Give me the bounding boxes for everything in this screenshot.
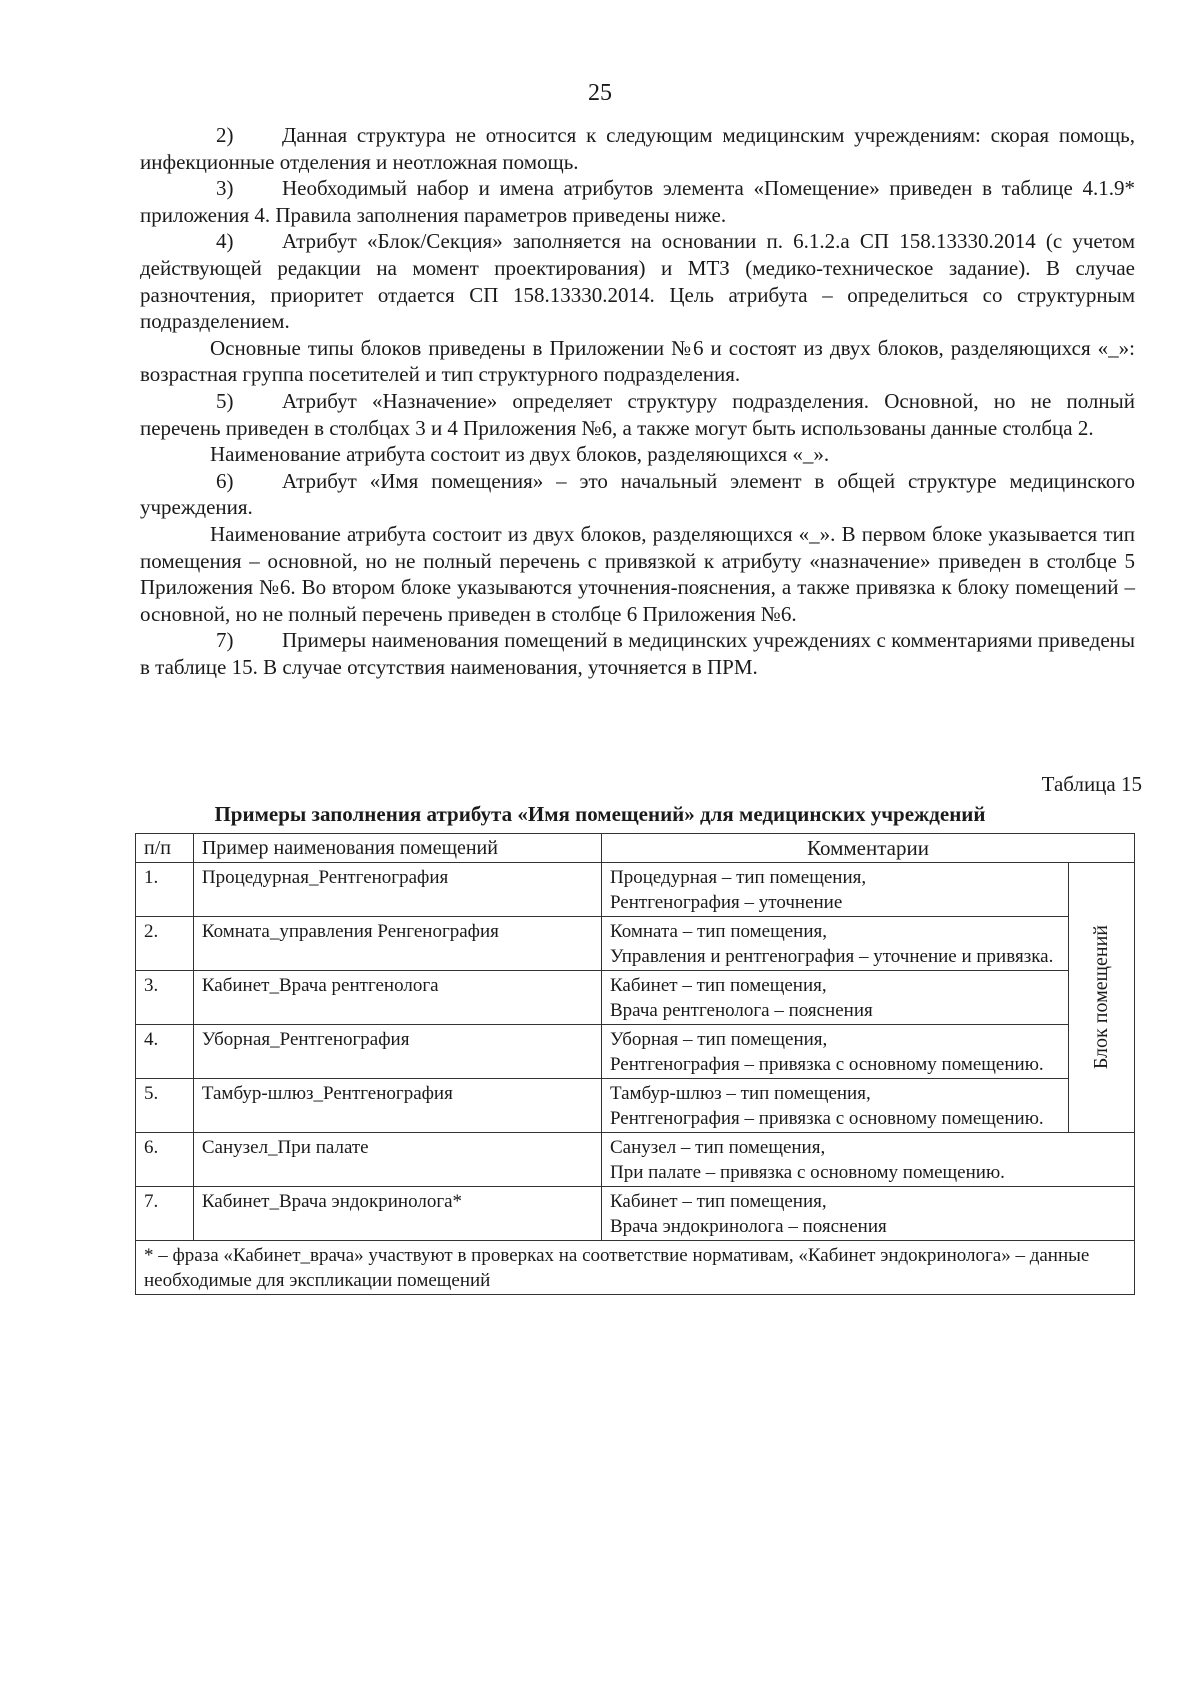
paragraph-text: Примеры наименования помещений в медицинских учреждениях с комментариями приведены в таблице 15. В случае отсутствия наименования, уточняется в ПРМ. xyxy=(140,628,1135,679)
row-comment xyxy=(601,1133,1134,1187)
item-number: 4) xyxy=(216,229,234,254)
item-number: 2) xyxy=(216,123,234,147)
row-comment xyxy=(601,863,1068,917)
table-label: Таблица 15 xyxy=(1041,772,1142,796)
paragraph-4 xyxy=(140,228,1135,334)
comment-line: Кабинет – тип помещения, xyxy=(609,1191,827,1212)
header-name: Пример наименования помещений xyxy=(193,834,601,863)
comment-line: Комната – тип помещения, xyxy=(609,921,827,942)
block-cell xyxy=(1068,863,1134,1133)
row-comment xyxy=(601,1025,1068,1079)
header-comment: Комментарии xyxy=(601,834,1134,863)
paragraph-text: Атрибут «Имя помещения» – это начальный элемент в общей структуре медицинского учреждения. xyxy=(140,468,1135,520)
table-row xyxy=(136,863,1135,917)
paragraph-6 xyxy=(140,468,1135,521)
paragraph-3 xyxy=(140,175,1135,228)
row-num: 2. xyxy=(136,917,194,971)
table-row xyxy=(136,971,1135,1025)
row-name: Комната_управления Ренгенография xyxy=(193,917,601,971)
row-num: 1. xyxy=(136,863,194,917)
table-row xyxy=(136,1133,1135,1187)
table-row xyxy=(136,1025,1135,1079)
row-num: 7. xyxy=(136,1187,194,1241)
comment-line: Врача рентгенолога – пояснения xyxy=(609,1000,873,1021)
row-name: Процедурная_Рентгенография xyxy=(193,863,601,917)
paragraph-4b: Основные типы блоков приведены в Приложении №6 и состоят из двух блоков, разделяющихся «_»: возрастная группа посетителей и тип структурного подразделения. xyxy=(140,335,1135,387)
row-name: Тамбур-шлюз_Рентгенография xyxy=(193,1079,601,1133)
item-number: 3) xyxy=(216,176,234,201)
row-num: 4. xyxy=(136,1025,194,1079)
comment-line: Уборная – тип помещения, xyxy=(609,1029,828,1050)
item-number: 7) xyxy=(216,628,234,653)
table-title: Примеры заполнения атрибута «Имя помещений» для медицинских учреждений xyxy=(214,802,986,826)
paragraph-text: Данная структура не относится к следующим медицинским учреждениям: скорая помощь, инфекционные отделения и неотложная помощь. xyxy=(140,123,1135,174)
row-name: Кабинет_Врача эндокринолога* xyxy=(193,1187,601,1241)
row-comment xyxy=(601,1079,1068,1133)
row-num: 3. xyxy=(136,971,194,1025)
comment-line: Процедурная – тип помещения, xyxy=(609,867,867,888)
row-name: Уборная_Рентгенография xyxy=(193,1025,601,1079)
comment-line: Тамбур-шлюз – тип помещения, xyxy=(609,1083,871,1104)
comment-line: Рентгенография – привязка с основному помещению. xyxy=(609,1054,1044,1075)
table-footnote-row xyxy=(136,1241,1135,1295)
row-num: 6. xyxy=(136,1133,194,1187)
comment-line: Санузел – тип помещения, xyxy=(609,1137,826,1158)
header-num: п/п xyxy=(136,834,194,863)
paragraph-5b: Наименование атрибута состоит из двух блоков, разделяющихся «_». xyxy=(210,442,830,467)
comment-line: Врача эндокринолога – пояснения xyxy=(609,1216,887,1237)
body-text xyxy=(140,122,1135,680)
item-number: 6) xyxy=(216,468,234,493)
comment-line: Управления и рентгенография – уточнение и привязка. xyxy=(609,946,1054,967)
comment-line: Рентгенография – привязка с основному помещению. xyxy=(609,1108,1044,1129)
row-comment xyxy=(601,917,1068,971)
row-num: 5. xyxy=(136,1079,194,1133)
examples-table xyxy=(135,833,1135,1295)
paragraph-2 xyxy=(140,122,1135,175)
item-number: 5) xyxy=(216,388,234,413)
paragraph-text: Атрибут «Блок/Секция» заполняется на основании п. 6.1.2.а СП 158.13330.2014 (с учетом действующей редакции на момент проектирования) и МТЗ (медико-техническое задание). В случае разночтения, приоритет отдается СП 158.13330.2014. Цель атрибута – определиться со структурным подразделением. xyxy=(140,229,1135,334)
row-name: Кабинет_Врача рентгенолога xyxy=(193,971,601,1025)
table-row xyxy=(136,917,1135,971)
paragraph-text: Необходимый набор и имена атрибутов элемента «Помещение» приведен в таблице 4.1.9* приложения 4. Правила заполнения параметров приведены ниже. xyxy=(140,176,1135,227)
paragraph-6b: Наименование атрибута состоит из двух блоков, разделяющихся «_». В первом блоке указывается тип помещения – основной, но не полный перечень с привязкой к атрибуту «назначение» приведен в столбце 5 Приложения №6. Во втором блоке указываются уточнения-пояснения, а также привязка к блоку помещений – основной, но не полный перечень приведен в столбце 6 Приложения №6. xyxy=(140,521,1135,626)
comment-line: Рентгенография – уточнение xyxy=(609,892,843,913)
comment-line: При палате – привязка с основному помещению. xyxy=(609,1162,1005,1183)
paragraph-7 xyxy=(140,627,1135,680)
paragraph-text: Атрибут «Назначение» определяет структуру подразделения. Основной, но не полный перечень приведен в столбцах 3 и 4 Приложения №6, а также могут быть использованы данные столбца 2. xyxy=(140,388,1135,440)
table-row xyxy=(136,1079,1135,1133)
paragraph-5 xyxy=(140,388,1135,441)
comment-line: Кабинет – тип помещения, xyxy=(609,975,827,996)
table-row xyxy=(136,1187,1135,1241)
row-comment xyxy=(601,1187,1134,1241)
page-number: 25 xyxy=(588,80,612,106)
table-header-row xyxy=(136,834,1135,863)
row-comment xyxy=(601,971,1068,1025)
row-name: Санузел_При палате xyxy=(193,1133,601,1187)
table-footnote: * – фраза «Кабинет_врача» участвуют в проверках на соответствие нормативам, «Кабинет эндокринолога» – данные необходимые для экспликации помещений xyxy=(136,1241,1135,1295)
block-label: Блок помещений xyxy=(1089,925,1112,1070)
